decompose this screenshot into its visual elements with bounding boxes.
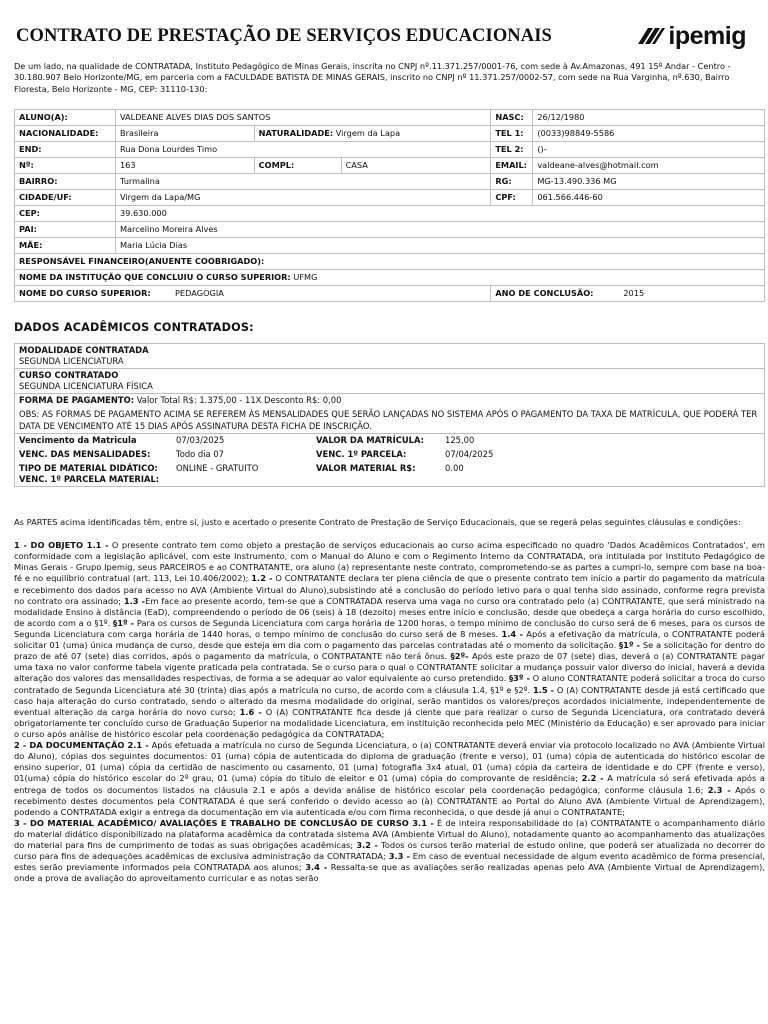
cep-label: CEP: bbox=[15, 206, 116, 222]
naturalidade-value: Virgem da Lapa bbox=[335, 128, 401, 139]
modalidade-row bbox=[15, 344, 764, 369]
compl-label: COMPL: bbox=[254, 158, 341, 174]
clause-num: §3º - bbox=[508, 673, 530, 684]
contract-clauses bbox=[14, 517, 765, 885]
clause-2-title: 2 - DA DOCUMENTAÇÃO 2.1 - bbox=[14, 740, 149, 751]
academic-section-title: DADOS ACADÊMICOS CONTRATADOS: bbox=[14, 321, 254, 334]
valor-matricula-value: 125,00 bbox=[445, 434, 475, 445]
clause-num: §1º - bbox=[113, 617, 135, 628]
clause-text: O (A) CONTRATANTE desde já está certificado que caso haja alteração do curso contratado, sendo o alterado da mesma modalidade do original, serão mantidos os valores/preços acordados inicialmente, independentemente de eventual alteração da carga horária do novo curso; bbox=[14, 684, 766, 717]
compl-value: CASA bbox=[341, 158, 491, 174]
curso-superior-value: PEDAGOGIA bbox=[175, 288, 224, 299]
clause-num: 3.2 - bbox=[356, 840, 378, 851]
clause-text: O presente contrato tem como objeto a prestação de serviços educacionais ao curso acima especificado no quadro 'Dados Acadêmicos Contratados', em conformidade com a legislação aplicável, com este Instrumento, com o Manual do Aluno e com o Regimento Interno da CONTRATADA, ora intitulada por Instituto Pedagógico de Minas Gerais - Grupo Ipemig, seus PARCEIROS e ao CONTRATANTE, ora aluno (a) representante neste contrato, comprometendo-se as partes a cumpri-lo, sempre com base na boa-fé e no equilíbrio contratual (art. 113, Lei 10.406/2002); bbox=[14, 540, 765, 584]
bairro-label: BAIRRO: bbox=[15, 174, 116, 190]
clause-2 bbox=[14, 740, 765, 818]
clause-text: Após o recebimento destes documentos pela CONTRATADA é que será conferido o devido acesso ao (à) CONTRATANTE ao Portal do Aluno AVA (Ambiente Virtual de Aprendizagem), podendo a CONTRATADA exigir a entrega da documentação em via autenticada e/ou com firma reconhecida, o que desde já anui o CONTRATANTE; bbox=[14, 784, 765, 817]
table-row bbox=[15, 110, 765, 126]
curso-value: SEGUNDA LICENCIATURA FÍSICA bbox=[19, 381, 153, 392]
curso-superior-cell bbox=[15, 286, 491, 302]
clause-3 bbox=[14, 818, 765, 885]
table-row bbox=[15, 126, 765, 142]
clause-num: 1.5 - bbox=[532, 684, 555, 695]
clause-text: Após efetuada a matrícula no curso de Segunda Licenciatura, o (a) CONTRATANTE deverá enviar via protocolo localizado no AVA (Ambiente Virtual do Aluno), cópias dos seguintes documentos: 01 (uma) cópia de autenticada do diploma de graduação (frente e verso), 01 (uma) cópia de autenticada do histórico escolar de ensino superior, 01 (uma) cópia da certidão de nascimento ou casamento, 01 (uma) fotografia 3x4 atual, 01 (uma) cópia da carteira de identidade e do CPF (frente e verso), 01(uma) cópia do histórico escolar do 2º grau, 01 (uma) cópia do título de eleitor e 01 (uma) cópia do comprovante de residência; bbox=[14, 740, 765, 784]
table-row bbox=[15, 206, 765, 222]
clause-num: 1.3 - bbox=[123, 595, 146, 606]
clause-num: 3.3 - bbox=[388, 851, 410, 862]
table-row bbox=[15, 158, 765, 174]
clause-text: Se a solicitação for dentro do prazo de até 07 (sete) dias corridos, após o pagamento da matrícula, o CONTRATANTE não terá ônus. bbox=[14, 640, 766, 662]
preamble: As PARTES acima identificadas têm, entre si, justo e acertado o presente Contrato de Prestação de Serviço Educacionais, que se regerá pelas seguintes cláusulas e condições: bbox=[14, 517, 741, 527]
cpf-value: 061.566.446-60 bbox=[533, 190, 765, 206]
cidade-value: Virgem da Lapa/MG bbox=[115, 190, 490, 206]
clause-text: O aluno CONTRATANTE poderá solicitar a troca do curso contratado de Segunda Licenciatura até 30 (trinta) dias após a matrícula no curso, de acordo com a cláusula 1.4, §1º e §2º. bbox=[14, 673, 765, 695]
clause-num: §2º- bbox=[450, 651, 469, 662]
table-row bbox=[15, 142, 765, 158]
clause-text: Após a efetivação da matrícula, o CONTRATANTE poderá solicitar 01 (uma) única mudança de curso, desde que esteja em dia com o pagamento das parcelas contratadas até o momento da solicitação. bbox=[14, 628, 766, 651]
clause-1-title: 1 - DO OBJETO 1.1 - bbox=[14, 540, 109, 551]
tel1-value: (0033)98849-5586 bbox=[533, 126, 765, 142]
clause-num: 1.4 - bbox=[501, 628, 524, 639]
forma-pagamento-value: Valor Total R$: 1.375,00 - 11X Desconto R$: 0,00 bbox=[136, 395, 342, 406]
tipo-material-label: TIPO DE MATERIAL DIDÁTICO: bbox=[19, 462, 158, 473]
nasc-value: 26/12/1980 bbox=[533, 110, 765, 126]
table-row bbox=[15, 174, 765, 190]
aluno-value: VALDEANE ALVES DIAS DOS SANTOS bbox=[115, 110, 490, 126]
clause-1 bbox=[14, 540, 765, 740]
modalidade-value: SEGUNDA LICENCIATURA bbox=[19, 356, 124, 367]
venc-mensal-value: Todo dia 07 bbox=[176, 448, 225, 459]
clause-num: 1.2 - bbox=[251, 573, 273, 584]
forma-pagamento-label: FORMA DE PAGAMENTO: bbox=[19, 395, 135, 406]
modalidade-label: MODALIDADE CONTRATADA bbox=[19, 345, 149, 355]
nacionalidade-value: Brasileira bbox=[115, 126, 254, 142]
cep-value: 39.630.000 bbox=[115, 206, 764, 222]
vencimentos-grid bbox=[19, 435, 760, 485]
venc-parcela-value: 07/04/2025 bbox=[445, 448, 494, 459]
curso-superior-label: NOME DO CURSO SUPERIOR: bbox=[19, 288, 151, 299]
mae-label: MÃE: bbox=[15, 238, 116, 254]
intro-paragraph: De um lado, na qualidade de CONTRATADA, Instituto Pedagógico de Minas Gerais, inscrita no CNPJ nº.11.371.257/0001-76, com sede à Av.Amazonas, 491 15º Andar - Centro - 30.180.907 Belo Horizonte/MG, em parceria com a FACULDADE BATISTA DE MINAS GERAIS, inscrito no CNPJ nº 11.371.257/0002-57, com sede na Rua Varginha, nº.630, Bairro Floresta, Belo Horizonte - MG, CEP: 31110-130: bbox=[14, 61, 731, 94]
cpf-label: CPF: bbox=[491, 190, 533, 206]
pai-label: PAI: bbox=[15, 222, 116, 238]
tel1-label: TEL 1: bbox=[491, 126, 533, 142]
curso-row bbox=[15, 369, 764, 394]
nacionalidade-label: NACIONALIDADE: bbox=[15, 126, 116, 142]
valor-material-value: 0.00 bbox=[445, 462, 464, 473]
vencimentos-row bbox=[15, 434, 764, 486]
clause-num: 3.4 - bbox=[305, 862, 328, 873]
curso-label: CURSO CONTRATADO bbox=[19, 370, 119, 381]
venc-mensal-label: VENC. DAS MENSALIDADES: bbox=[19, 448, 151, 459]
clause-text: Ressalta-se que as avaliações serão realizadas apenas pelo AVA (Ambiente Virtual de Aprendizagem), onde a prova de avaliação do aproveitamento curricular e as notas serão bbox=[14, 862, 765, 884]
page-title: CONTRATO DE PRESTAÇÃO DE SERVIÇOS EDUCACIONAIS bbox=[16, 26, 552, 46]
academic-data-box bbox=[14, 343, 765, 487]
student-data-table bbox=[14, 109, 765, 302]
valor-material-label: VALOR MATERIAL R$: bbox=[316, 462, 416, 473]
table-row bbox=[15, 270, 765, 286]
valor-matricula-label: VALOR DA MATRÍCULA: bbox=[316, 434, 424, 445]
pai-value: Marcelino Moreira Alves bbox=[115, 222, 764, 238]
clause-text: O CONTRATANTE declara ter plena ciência de que o presente contrato tem início a partir do pagamento da matrícula e recebimento dos dados para acesso no AVA (Ambiente Virtual do Aluno),subsistindo até a conclusão do período letivo para o qual tenha sido assinado, conforme regra prevista no contrato ora assinado; bbox=[14, 573, 765, 606]
numero-label: Nº: bbox=[15, 158, 116, 174]
table-row bbox=[15, 238, 765, 254]
naturalidade-cell bbox=[254, 126, 491, 142]
clause-text: Para os cursos de Segunda Licenciatura com carga horária de 1200 horas, o tempo mínimo de conclusão do curso será de 6 meses, para os cursos de Segunda Licenciatura com carga horária de 1440 horas, o tempo mínimo de conclusão do curso será de 8 meses. bbox=[14, 617, 765, 639]
clause-num: §1º - bbox=[618, 640, 641, 651]
table-row bbox=[15, 254, 765, 270]
email-value: valdeane-alves@hotmail.com bbox=[533, 158, 765, 174]
ano-conclusao-label: ANO DE CONCLUSÃO: bbox=[495, 288, 594, 299]
document-header bbox=[14, 22, 754, 52]
clause-text: É de inteira responsabilidade do (a) CONTRATANTE o acompanhamento diário do material didático disponibilizado na plataforma acadêmica da contratada sistema AVA (Ambiente Virtual do Aluno), notadamente quanto ao acompanhamento das atualizações do material para fins de cumprimento de todas as suas obrigações acadêmicas; bbox=[14, 817, 765, 851]
bairro-value: Turmalina bbox=[115, 174, 490, 190]
clause-num: 1.6 - bbox=[239, 706, 262, 717]
clause-num: 2.3 - bbox=[707, 784, 731, 795]
end-label: END: bbox=[15, 142, 116, 158]
table-row bbox=[15, 286, 765, 302]
instituicao-value: UFMG bbox=[293, 272, 318, 283]
mae-value: Maria Lúcia Dias bbox=[115, 238, 764, 254]
clause-text: A matrícula só será efetivada após a entrega de todos os documentos listados na cláusula 2.1 e após a devida análise de histórico escolar pela coordenação pedagógica, conforme cláusula 1.6; bbox=[14, 773, 766, 795]
table-row bbox=[15, 222, 765, 238]
end-value: Rua Dona Lourdes Timo bbox=[115, 142, 490, 158]
table-row bbox=[15, 190, 765, 206]
nasc-label: NASC: bbox=[491, 110, 533, 126]
clause-3-title: 3 - DO MATERIAL ACADÊMICO/ AVALIAÇÕES E TRABALHO DE CONCLUSÃO DE CURSO 3.1 - bbox=[14, 817, 434, 828]
clause-text: Em face ao presente acordo, tem-se que a CONTRATADA reserva uma vaga no curso ora contratado pelo (a) CONTRATANTE, que será ministrado na modalidade Ensino à distância (EaD), compreendendo o período de 06 (seis) à 18 (dezoito) meses entre início e conclusão, desde que obedeça a carga horária do curso escolhido, de acordo com a o §1º. bbox=[14, 595, 765, 628]
cidade-label: CIDADE/UF: bbox=[15, 190, 116, 206]
venc-parcela-label: VENC. 1º PARCELA: bbox=[316, 448, 407, 459]
clause-num: 2.2 - bbox=[581, 773, 604, 784]
instituicao-label: NOME DA INSTITUÇÃO QUE CONCLUIU O CURSO SUPERIOR: bbox=[19, 272, 291, 283]
venc-matricula-label: Vencimento da Matricula bbox=[19, 434, 137, 445]
obs-text: OBS: AS FORMAS DE PAGAMENTO ACIMA SE REFEREM ÀS MENSALIDADES QUE SERÃO LANÇADAS NO SISTEMA APÓS O PAGAMENTO DA TAXA DE MATRÍCULA, QUE PODERÁ TER DATA DE VENCIMENTO ATÉ 15 DIAS APÓS ASSINATURA DESTA FICHA DE INSCRIÇÃO. bbox=[19, 409, 758, 431]
clause-text: Todos os cursos terão material de estudo online, que poderá ser atualizada no decorrer do curso para fins de adequações acadêmicas de exclusiva administração da CONTRATADA; bbox=[14, 840, 766, 862]
responsavel-label: RESPONSÁVEL FINANCEIRO(ANUENTE COOBRIGADO): bbox=[15, 254, 765, 270]
tel2-value: ()- bbox=[533, 142, 765, 158]
clause-text: Após este prazo de 07 (sete) dias, deverá o (a) CONTRATANTE pagar uma taxa no valor conforme tabela vigente praticada pela contratada. Se o curso para o qual o CONTRATANTE solicitar a mudança possuir valor diverso do inicial, haverá a devida alteração dos valores das mensalidades respectivas, de forma a se adequar ao valor equivalente ao curso pretendido. bbox=[14, 651, 765, 684]
tipo-material-value: ONLINE - GRATUITO bbox=[176, 462, 259, 473]
rg-label: RG: bbox=[491, 174, 533, 190]
email-label: EMAIL: bbox=[491, 158, 533, 174]
clause-text: Em caso de eventual necessidade de algum evento acadêmico de forma presencial, estes serão previamente informados pela CONTRATADA aos alunos; bbox=[14, 851, 765, 873]
instituicao-cell bbox=[15, 270, 765, 286]
tel2-label: TEL 2: bbox=[491, 142, 533, 158]
aluno-label: ALUNO(A): bbox=[15, 110, 116, 126]
ipemig-logo-icon bbox=[636, 24, 666, 48]
logo-text: ipemig bbox=[668, 21, 746, 50]
ano-conclusao-value: 2015 bbox=[623, 288, 645, 299]
pagamento-row bbox=[15, 394, 764, 433]
ipemig-logo bbox=[636, 22, 746, 50]
clause-text: O (A) CONTRATANTE fica desde já ciente que para realizar o curso de Segunda Licenciatura, ora contratado deverá obrigatoriamente ter concluído curso de Graduação Superior na modalidade Licenciatura, em instituição reconhecida pelo MEC (Ministério da Educação) e ser aprovado para iniciar o curso após análise de histórico escolar pela coordenação pedagógica da CONTRATADA; bbox=[14, 706, 766, 739]
numero-value: 163 bbox=[115, 158, 254, 174]
naturalidade-label: NATURALIDADE: bbox=[258, 128, 334, 139]
ano-conclusao-cell bbox=[491, 286, 765, 302]
venc-parcela-material-label: VENC. 1º PARCELA MATERIAL: bbox=[19, 473, 160, 484]
venc-matricula-value: 07/03/2025 bbox=[176, 434, 225, 445]
rg-value: MG-13.490.336 MG bbox=[533, 174, 765, 190]
